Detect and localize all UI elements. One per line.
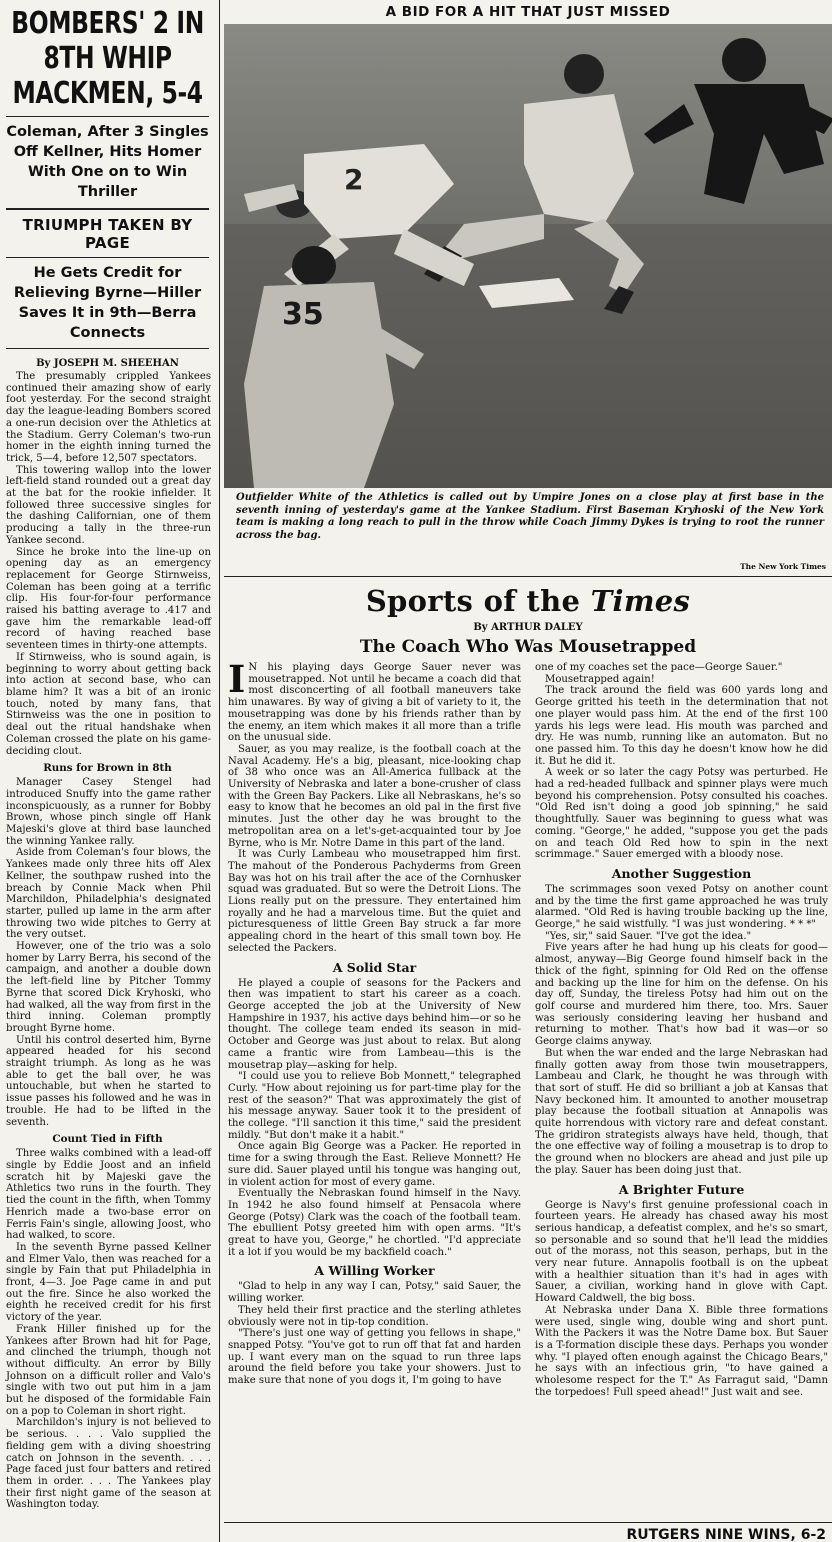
- subhead: Runs for Brown in 8th: [43, 762, 172, 775]
- subhead: A Willing Worker: [314, 1263, 435, 1279]
- paragraph: Manager Casey Stengel had introduced Snuffy into the game rather inconspicuously, as a runner for Bobby Brown, whose pinch single off Hank Majeski's glove at third base launched the winning Yankee rally.: [6, 777, 211, 847]
- paragraph: "Yes, sir," said Sauer. "I've got the idea.": [545, 930, 752, 942]
- divider: [6, 116, 209, 117]
- paragraph: Until his control deserted him, Byrne appeared headed for his second straight triumph. As long as he was able to get the ball over, he was untouchable, but when he started to issue passes his followed and he was in trouble. He had to be lifted in the seventh.: [6, 1034, 211, 1128]
- column-byline: By ARTHUR DALEY: [473, 622, 583, 633]
- photo-illustration: [224, 24, 832, 488]
- baseball-photo: [224, 24, 832, 488]
- paragraph: This towering wallop into the lower left-field stand rounded out a great day at the bat for the rookie infielder. It followed three successive singles for the dashing Californian, one of them producing a tally in the three-run Yankee second.: [6, 464, 211, 546]
- divider: [6, 257, 209, 258]
- paragraph: At Nebraska under Dana X. Bible three formations were used, single wing, double wing and short punt. With the Packers it was the Notre Dame box. But Sauer is a T-formation disciple these days. Perhaps you wonder why. "I played often enough against the Chicago Bears," he says with an infectious grin, "to have gained a wholesome respect for the T." As Farragut said, "Damn the torpedoes! Full speed ahead!" Just wait and see.: [535, 1304, 828, 1398]
- paragraph: A week or so later the cagy Potsy was perturbed. He had a red-headed fullback and spinner plays were much beyond his comprehension. Potsy consulted his coaches. "Old Red isn't doing a good job spinning," he said thoughtfully. Sauer was beginning to guess what was coming. "George," he added, "suppose you get the pads on and teach Old Red how to spin in the next scrimmage." Sauer emerged with a bloody nose.: [535, 767, 828, 861]
- subhead: A Brighter Future: [618, 1181, 745, 1197]
- subhead: Count Tied in Fifth: [52, 1133, 163, 1146]
- paragraph: Frank Hiller finished up for the Yankees after Brown had hit for Page, and clinched the triumph, though not without difficulty. An error by Billy Johnson on a difficult roller and Valo's single with two out put him in a jam but he disposed of the formidable Fain on a pop to Coleman in short right.: [6, 1323, 211, 1417]
- column-body: [228, 662, 828, 1542]
- subhead: A Solid Star: [332, 959, 417, 975]
- story-body: [0, 371, 215, 1511]
- divider: [6, 208, 209, 210]
- dropcap: I: [228, 662, 246, 701]
- column-headline: The Coach Who Was Mousetrapped: [359, 637, 697, 657]
- photo-headline: A BID FOR A HIT THAT JUST MISSED: [385, 4, 671, 20]
- game-story: [0, 0, 215, 1542]
- paragraph: The presumably crippled Yankees continued their amazing show of early foot yesterday. For the second straight day the league-leading Bombers scored a one-run decision over the Athletics at the Stadium. Gerry Coleman's two-run homer in the eighth inning turned the trick, 5—4, before 12,507 spectators.: [6, 371, 211, 464]
- column-text-right: [535, 662, 828, 1542]
- bottom-headline: RUTGERS NINE WINS, 6-2: [626, 1527, 826, 1542]
- paragraph: The track around the field was 600 yards long and George gritted his teeth in the determination that not one player would pass him. At the end of the first 100 yards his legs were lead. His mouth was parched and dry. He was numb, running like an automaton. But no one passed him. To this day he doesn't know how he did it. But he did it.: [535, 685, 828, 767]
- paragraph: Since he broke into the line-up on opening day as an emergency replacement for George Stirnweiss, Coleman has been going at a terrific clip. His four-for-four performance raised his batting average to .417 and gave him the remarkable lead-off record of having reached base seventeen times in thirty-one attempts.: [6, 546, 211, 652]
- paragraph: In the seventh Byrne passed Kellner and Elmer Valo, then was reached for a single by Fain that put Philadelphia in front, 4—3. Joe Page came in and put out the fire. Since he also worked the eighth he received credit for his first victory of the year.: [6, 1241, 211, 1324]
- paragraph: Marchildon's injury is not believed to be serious. . . . Valo supplied the fielding gem with a diving shoestring catch on Johnson in the seventh. . . . Page faced just four batters and retired them in order. . . . The Yankees play their first night game of the season at Washington today.: [6, 1417, 211, 1511]
- bottom-story: [224, 1522, 832, 1542]
- paragraph: Once again Big George was a Packer. He reported in time for a swing through the East. Relieve Monnett? He sure did. Sauer played until his tongue was hanging out, in violent action for most of every game.: [228, 1141, 521, 1188]
- story-deck-1: Coleman, After 3 Singles Off Kellner, Hits Homer With One on to Win Thriller: [6, 124, 209, 200]
- paragraph: But when the war ended and the large Nebraskan had finally gotten away from those twin mousetrappers, Lambeau and Clark, he thought he was through with that sort of stuff. He did so brilliant a job at Kansas that Navy beckoned him. It amounted to another mousetrap play because the football situation at Annapolis was quite horrendous with victory rare and defeat constant. The gridiron strategists always have held, though, that the one effective way of foiling a mousetrap is to drop to the ground when no blockers are ahead and just pile up the play. Sauer has been doing just that.: [535, 1047, 828, 1176]
- paragraph: Five years after he had hung up his cleats for good—almost, anyway—Big George found himself back in the thick of the fight, spinning for Old Red on the offense and backing up the line for him on the defense. On his day off, Sunday, the tireless Potsy had him out on the golf course and murdered him there, too. Mrs. Sauer was seriously considering leaving her husband and returning to mother. That's how bad it was—or so George claims anyway.: [535, 942, 828, 1048]
- paragraph: Aside from Coleman's four blows, the Yankees made only three hits off Alex Kellner, the southpaw rushed into the breach by Connie Mack when Phil Marchildon, Philadelphia's designated starter, pulled up lame in the arm after throwing two wide pitches to Gerry at the very outset.: [6, 847, 211, 941]
- right-section: [224, 0, 832, 1542]
- divider: [6, 348, 209, 349]
- paragraph: George is Navy's first genuine professional coach in fourteen years. He already has chased away his most serious handicap, a defeatist complex, and he's so smart, so personable and so sound that he'll lead the middies out of the morass, not this season, perhaps, but in the very near future. Annapolis football is on the upbeat with a healthier situation than it's had in ages with Sauer, a civilian, working hand in glove with Capt. Howard Caldwell, the big boss.: [535, 1199, 828, 1305]
- column-title-a: Sports of the: [365, 584, 591, 618]
- divider: [224, 576, 832, 577]
- column-rule: [219, 0, 220, 1542]
- paragraph: It was Curly Lambeau who mousetrapped him first. The mahout of the Ponderous Pachyderms from Green Bay was hot on his trail after the ace of the Cornhusker squad was graduated. But so were the Detroit Lions. The Lions really put on the pressure. They entertained him royally and he had a marvelous time. But the quiet and picturesqueness of little Green Bay struck a far more appealing chord in the heart of this small town boy. He selected the Packers.: [228, 849, 521, 954]
- story-deck-2: TRIUMPH TAKEN BY PAGE: [22, 216, 193, 252]
- story-byline: By JOSEPH M. SHEEHAN: [36, 358, 179, 369]
- paragraph: one of my coaches set the pace—George Sauer.": [535, 662, 783, 673]
- story-deck-3: He Gets Credit for Relieving Byrne—Hiller Saves It in 9th—Berra Connects: [13, 265, 202, 341]
- paragraph: Eventually the Nebraskan found himself in the Navy. In 1942 he also found himself at Pensacola where George (Potsy) Clark was the coach of the football team. The ebullient Potsy greeted him with open arms. "It's great to have you, George," he chortled. "I'd appreciate it a lot if you would be my backfield coach.": [228, 1188, 521, 1258]
- paragraph: "Glad to help in any way I can, Potsy," said Sauer, the willing worker.: [228, 1281, 521, 1305]
- paragraph-text: N his playing days George Sauer never was mousetrapped. Not until he became a coach did that most disconcerting of all football maneuvers take him unawares. By way of giving a bit of variety to it, the mousetrapping was done by his friends rather than by the enemy, an item which makes it all more than a trifle on the unusual side.: [228, 662, 521, 744]
- paragraph: [228, 662, 521, 744]
- paragraph: He played a couple of seasons for the Packers and then was impatient to start his career as a coach. George accepted the job at the University of New Hampshire in 1937, his active days behind him—or so he thought. The college team ended its season in mid-October and George was just about to relax. But along came a frantic wire from Lambeau—this is the mousetrap play—asking for help.: [228, 977, 521, 1071]
- paragraph: They held their first practice and the sterling athletes obviously were not in tip-top condition.: [228, 1304, 521, 1328]
- column-title-b: Times: [590, 584, 691, 618]
- paragraph: "There's just one way of getting you fellows in shape," snapped Potsy. "You've got to run off that fat and harden up. I want every man on the squad to run three laps around the field before you take your showers. Just to make sure that none of you dogs it, I'm going to have: [228, 1328, 521, 1387]
- subhead: Another Suggestion: [611, 865, 752, 881]
- paragraph: Mousetrapped again!: [545, 673, 655, 685]
- paragraph: However, one of the trio was a solo homer by Larry Berra, his second of the campaign, and another a double down the left-field line by Pitcher Tommy Byrne that scored Dick Kryhoski, who had walked, all the way from first in the third inning. Coleman promptly brought Byrne home.: [6, 941, 212, 1034]
- jersey-number: 35: [282, 297, 324, 332]
- paragraph: The scrimmages soon vexed Potsy on another count and by the time the first game approached he was truly alarmed. "Old Red is having trouble backing up the line, George," he said wistfully. "I was just wondering. * * *": [535, 883, 828, 931]
- photo-caption: Outfielder White of the Athletics is called out by Umpire Jones on a close play at first base in the seventh inning of yesterday's game at the Yankee Stadium. First Baseman Kryhoski of the New York team is making a long reach to pull in the throw while Coach Jimmy Dykes is trying to root the runner across the bag.: [236, 492, 824, 541]
- paragraph: "I could use you to relieve Bob Monnett," telegraphed Curly. "How about rejoining us for part-time play for the rest of the season?" That was approximately the gist of his message anyway. Sauer took it to the president of the college. "I'll sanction it this time," said the president mildly. "But don't make it a habit.": [228, 1071, 521, 1141]
- story-headline: BOMBERS' 2 IN 8TH WHIP MACKMEN, 5-4: [11, 6, 204, 111]
- column-title: [224, 584, 832, 618]
- paragraph: Three walks combined with a lead-off single by Eddie Joost and an infield scratch hit by Majeski gave the Athletics two runs in the fourth. They tied the count in the fifth, when Tommy Henrich made a two-base error on Ferris Fain's single, allowing Joost, who had walked, to score.: [6, 1148, 211, 1242]
- column-text-left: [228, 662, 521, 1542]
- jersey-number: 2: [344, 163, 364, 196]
- paragraph: Sauer, as you may realize, is the football coach at the Naval Academy. He's a big, pleasant, nice-looking chap of 38 who once was an All-America fullback at the University of Nebraska and later a bone-crusher of class with the Green Bay Packers. Like all Nebraskans, he's so easy to know that he becomes an old pal in the first five minutes. Just the other day he was brought to the metropolitan area on a let's-get-acquainted tour by Joe Byrne, who is Mr. Notre Dame in this part of the land.: [228, 743, 521, 849]
- paragraph: If Stirnweiss, who is sound again, is beginning to worry about getting back into action at second base, who can blame him? It was a bit of an ironic touch, noted by many fans, that Stirnweiss was the one in position to deal out the ritual handshake when Coleman crossed the plate on his game-deciding clout.: [6, 651, 211, 757]
- photo-credit: The New York Times: [740, 562, 826, 571]
